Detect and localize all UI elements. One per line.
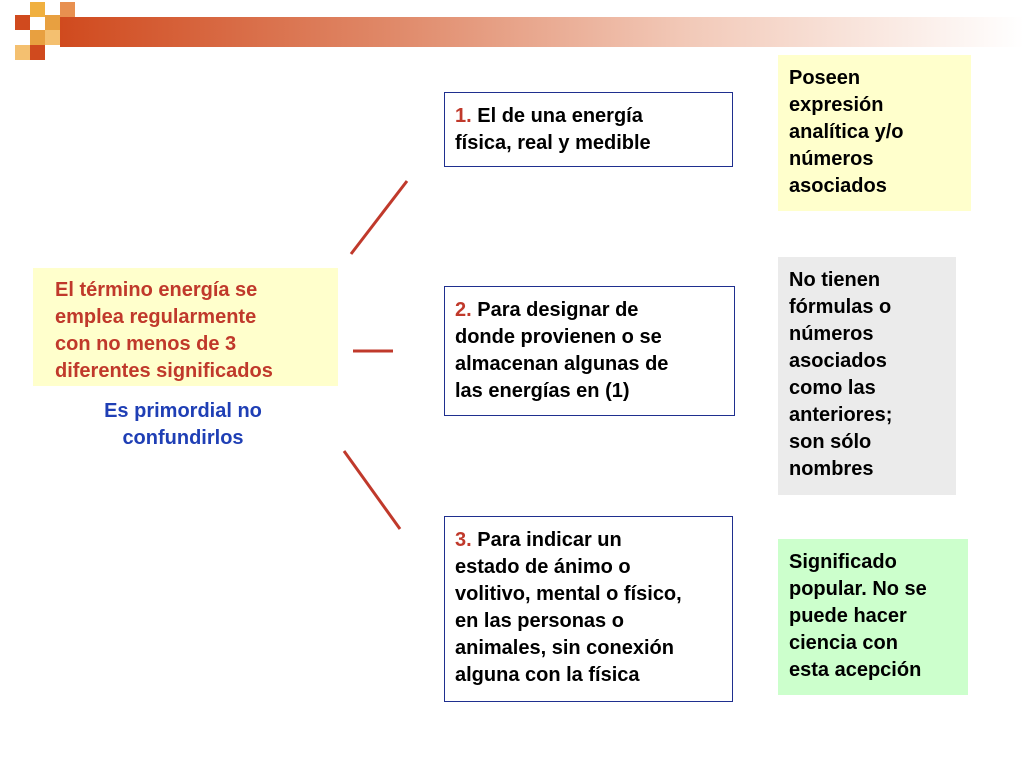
side-note-line: fórmulas o: [789, 296, 892, 318]
meaning-line: animales, sin conexión: [455, 637, 674, 659]
meaning-line: física, real y medible: [455, 132, 651, 154]
side-note-line: expresión: [789, 94, 884, 116]
side-note-line: anteriores;: [789, 404, 893, 426]
meaning-line: donde provienen o se: [455, 326, 662, 348]
meaning-line: estado de ánimo o: [455, 556, 631, 578]
side-note-line: analítica y/o: [789, 121, 904, 143]
main-concept-box: [33, 268, 338, 386]
side-note-line: números: [789, 323, 874, 345]
meaning-text: El de una energía: [471, 105, 643, 127]
main-concept-line: con no menos de 3: [55, 333, 237, 355]
side-note-line: números: [789, 148, 874, 170]
side-note-line: No tienen: [789, 269, 881, 291]
side-note-line: son sólo: [789, 431, 872, 453]
main-concept-line: emplea regularmente: [55, 306, 257, 328]
main-concept-line: diferentes significados: [55, 360, 273, 382]
meaning-line: almacenan algunas de: [455, 353, 669, 375]
meaning-line: [455, 103, 724, 130]
meaning-line: [455, 297, 726, 324]
side-note-1: [778, 55, 971, 211]
main-concept-line: El término energía se: [55, 279, 258, 301]
meaning-box-2: [444, 286, 735, 416]
connector-lower: [344, 451, 400, 529]
note-line: Es primordial no: [104, 400, 262, 422]
meaning-line: alguna con la física: [455, 664, 640, 686]
meaning-number: 2.: [455, 299, 472, 321]
side-note-line: puede hacer: [789, 605, 907, 627]
side-note-line: asociados: [789, 350, 887, 372]
meaning-line: volitivo, mental o físico,: [455, 583, 682, 605]
meaning-line: en las personas o: [455, 610, 624, 632]
note-line: confundirlos: [122, 427, 244, 449]
meaning-text: Para indicar un: [471, 529, 622, 551]
side-note-line: esta acepción: [789, 659, 922, 681]
side-note-line: como las: [789, 377, 876, 399]
meaning-number: 3.: [455, 529, 472, 551]
side-note-line: Poseen: [789, 67, 861, 89]
meaning-text: Para designar de: [471, 299, 639, 321]
meaning-line: las energías en (1): [455, 380, 630, 402]
connector-upper: [351, 181, 407, 254]
side-note-line: popular. No se: [789, 578, 927, 600]
side-note-2: [778, 257, 956, 495]
side-note-line: Significado: [789, 551, 897, 573]
side-note-3: [778, 539, 968, 695]
meaning-box-1: [444, 92, 733, 167]
side-note-line: asociados: [789, 175, 887, 197]
meaning-number: 1.: [455, 105, 472, 127]
primordial-note: [33, 398, 333, 452]
meaning-box-3: [444, 516, 733, 702]
side-note-line: nombres: [789, 458, 874, 480]
side-note-line: ciencia con: [789, 632, 898, 654]
meaning-line: [455, 527, 724, 554]
